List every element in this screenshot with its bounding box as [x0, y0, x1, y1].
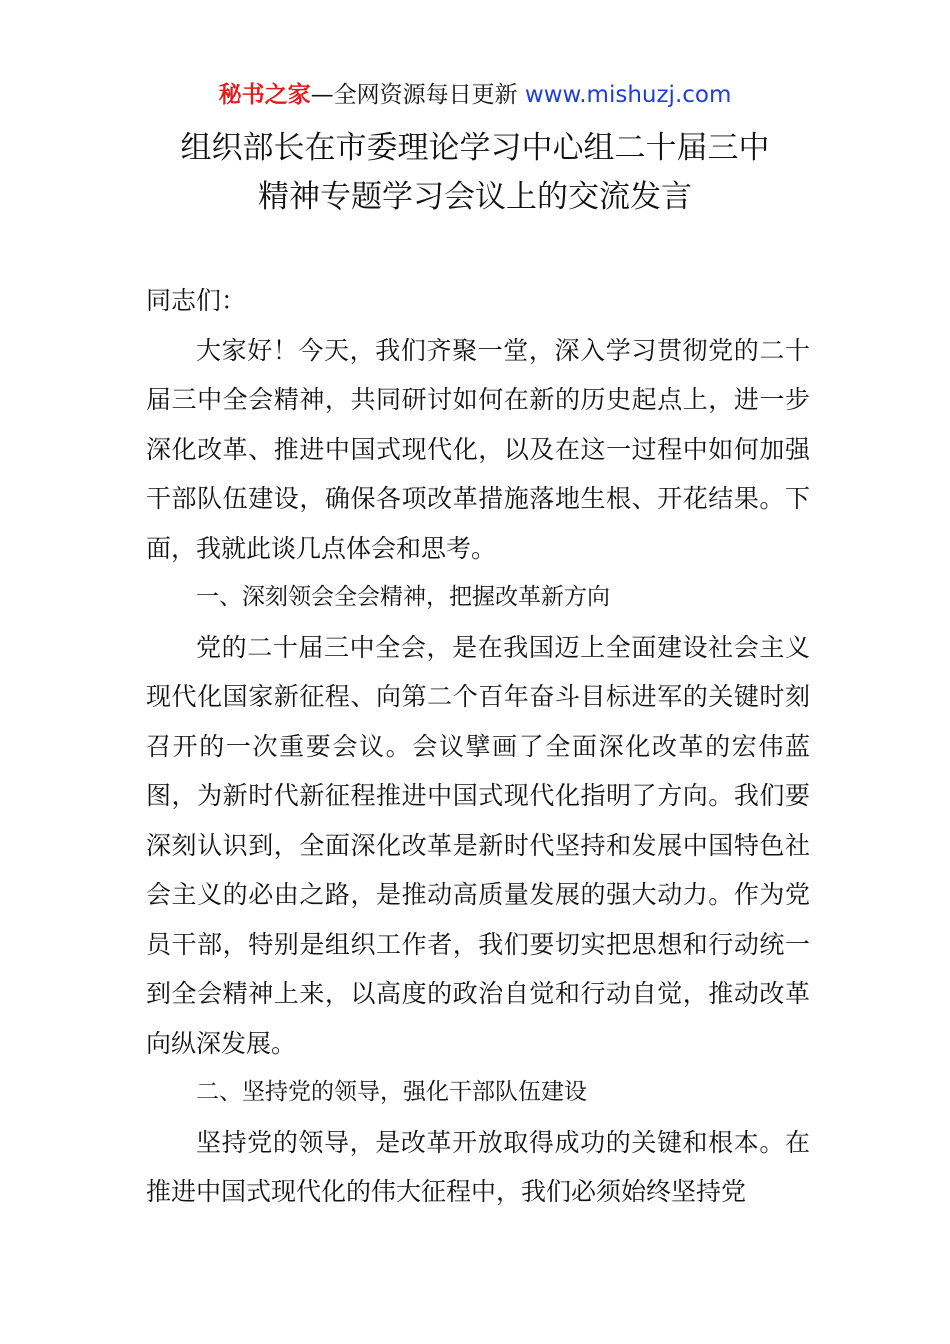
document-body: [146, 276, 810, 1217]
intro-paragraph: 大家好！今天，我们齐聚一堂，深入学习贯彻党的二十届三中全会精神，共同研讨如何在新的历史起点上，进一步深化改革、推进中国式现代化，以及在这一过程中如何加强干部队伍建设，确保各项改革措施落地生根、开花结果。下面，我就此谈几点体会和思考。: [146, 335, 810, 563]
site-brand: 秘书之家: [218, 82, 311, 108]
site-tagline: —全网资源每日更新: [310, 82, 525, 108]
site-header: [0, 78, 950, 112]
section-2-paragraph: 坚持党的领导，是改革开放取得成功的关键和根本。在推进中国式现代化的伟大征程中，我们必须始终坚持党: [146, 1127, 810, 1206]
section-heading-2: 二、坚持党的领导，强化干部队伍建设: [196, 1079, 587, 1105]
document-title-line-2: 精神专题学习会议上的交流发言: [258, 179, 692, 215]
section-1-paragraph: 党的二十届三中全会，是在我国迈上全面建设社会主义现代化国家新征程、向第二个百年奋斗目标进军的关键时刻召开的一次重要会议。会议擘画了全面深化改革的宏伟蓝图，为新时代新征程推进中国式现代化指明了方向。我们要深刻认识到，全面深化改革是新时代坚持和发展中国特色社会主义的必由之路，是推动高质量发展的强大动力。作为党员干部，特别是组织工作者，我们要切实把思想和行动统一到全会精神上来，以高度的政治自觉和行动自觉，推动改革向纵深发展。: [146, 632, 810, 1058]
document-title-line-1: 组织部长在市委理论学习中心组二十届三中: [180, 130, 770, 166]
section-heading-1: 一、深刻领会全会精神，把握改革新方向: [196, 584, 610, 610]
salutation: 同志们：: [146, 286, 247, 315]
site-url-link[interactable]: www.mishuzj.com: [524, 82, 732, 108]
